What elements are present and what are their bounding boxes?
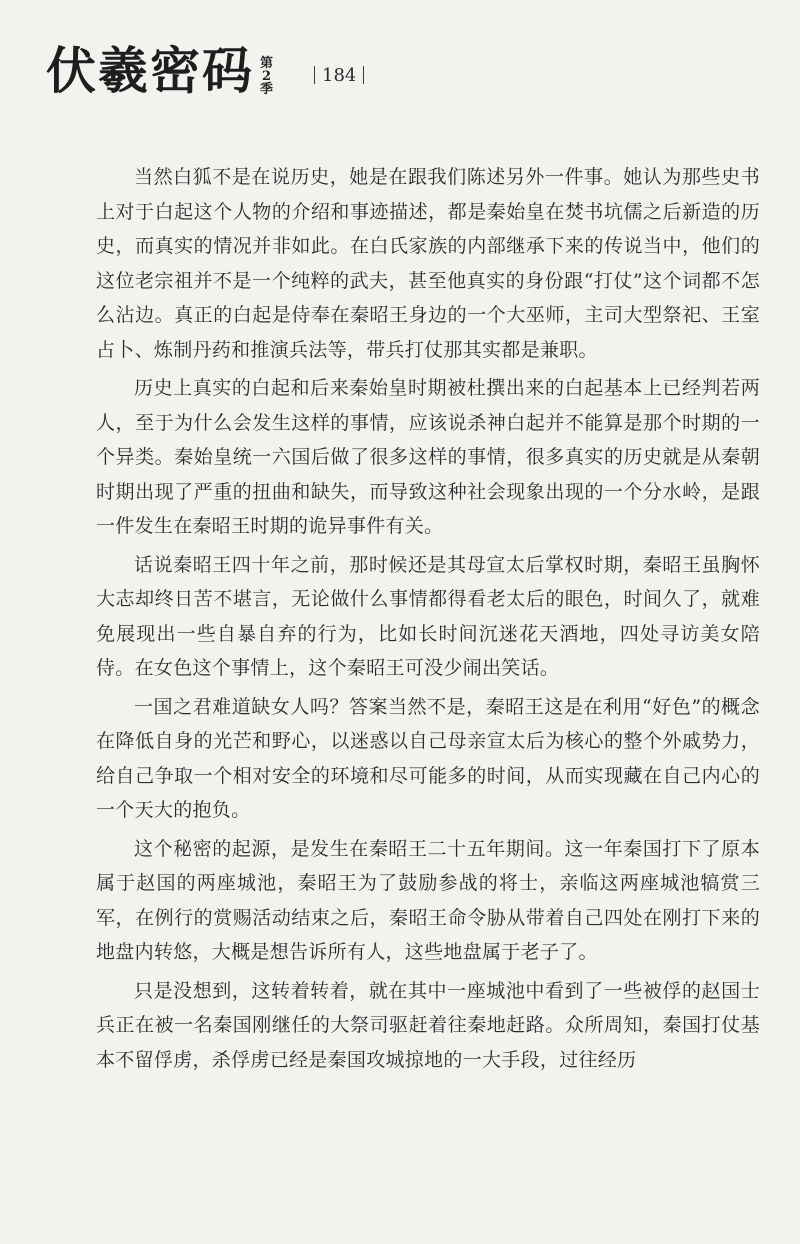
paragraph: 只是没想到，这转着转着，就在其中一座城池中看到了一些被俘的赵国士兵正在被一名秦国刚继任的大祭司驱赶着往秦地赶路。众所周知，秦国打仗基本不留俘虏，杀俘虏已经是秦国攻城掠地的一大手段，过往经历 bbox=[96, 979, 760, 1071]
running-header bbox=[46, 36, 371, 106]
book-title: 伏羲密码 bbox=[46, 41, 254, 100]
season-char: 第 bbox=[260, 55, 274, 71]
paragraph: 一国之君难道缺女人吗？答案当然不是，秦昭王这是在利用“好色”的概念在降低自身的光芒和野心，以迷惑以自己母亲宣太后为核心的整个外戚势力，给自己争取一个相对安全的环境和尽可能多的时间，从而实现藏在自己内心的一个天大的抱负。 bbox=[96, 695, 760, 821]
page-number-box bbox=[307, 65, 371, 86]
season-label bbox=[260, 57, 273, 96]
page-number: 184 bbox=[322, 64, 357, 86]
paragraph: 这个秘密的起源，是发生在秦昭王二十五年期间。这一年秦国打下了原本属于赵国的两座城池，秦昭王为了鼓励参战的将士，亲临这两座城池犒赏三军，在例行的赏赐活动结束之后，秦昭王命令胁从带着自己四处在刚打下来的地盘内转悠，大概是想告诉所有人，这些地盘属于老子了。 bbox=[96, 837, 760, 963]
paragraph: 历史上真实的白起和后来秦始皇时期被杜撰出来的白起基本上已经判若两人，至于为什么会发生这样的事情，应该说杀神白起并不能算是那个时期的一个异类。秦始皇统一六国后做了很多这样的事情，很多真实的历史就是从秦朝时期出现了严重的扭曲和缺失，而导致这种社会现象出现的一个分水岭，是跟一件发生在秦昭王时期的诡异事件有关。 bbox=[96, 377, 760, 537]
paragraph: 当然白狐不是在说历史，她是在跟我们陈述另外一件事。她认为那些史书上对于白起这个人物的介绍和事迹描述，都是秦始皇在焚书坑儒之后新造的历史，而真实的情况并非如此。在白氏家族的内部继承下来的传说当中，他们的这位老宗祖并不是一个纯粹的武夫，甚至他真实的身份跟“打仗”这个词都不怎么沾边。真正的白起是侍奉在秦昭王身边的一个大巫师，主司大型祭祀、王室占卜、炼制丹药和推演兵法等，带兵打仗那其实都是兼职。 bbox=[96, 166, 760, 361]
divider bbox=[363, 66, 364, 84]
season-char: 季 bbox=[260, 81, 274, 97]
season-char: 2 bbox=[261, 68, 272, 84]
paragraph: 话说秦昭王四十年之前，那时候还是其母宣太后掌权时期，秦昭王虽胸怀大志却终日苦不堪言，无论做什么事情都得看老太后的眼色，时间久了，就难免展现出一些自暴自弃的行为，比如长时间沉迷花天酒地，四处寻访美女陪侍。在女色这个事情上，这个秦昭王可没少闹出笑话。 bbox=[96, 553, 760, 679]
divider bbox=[314, 66, 315, 84]
body-text bbox=[96, 160, 760, 1081]
